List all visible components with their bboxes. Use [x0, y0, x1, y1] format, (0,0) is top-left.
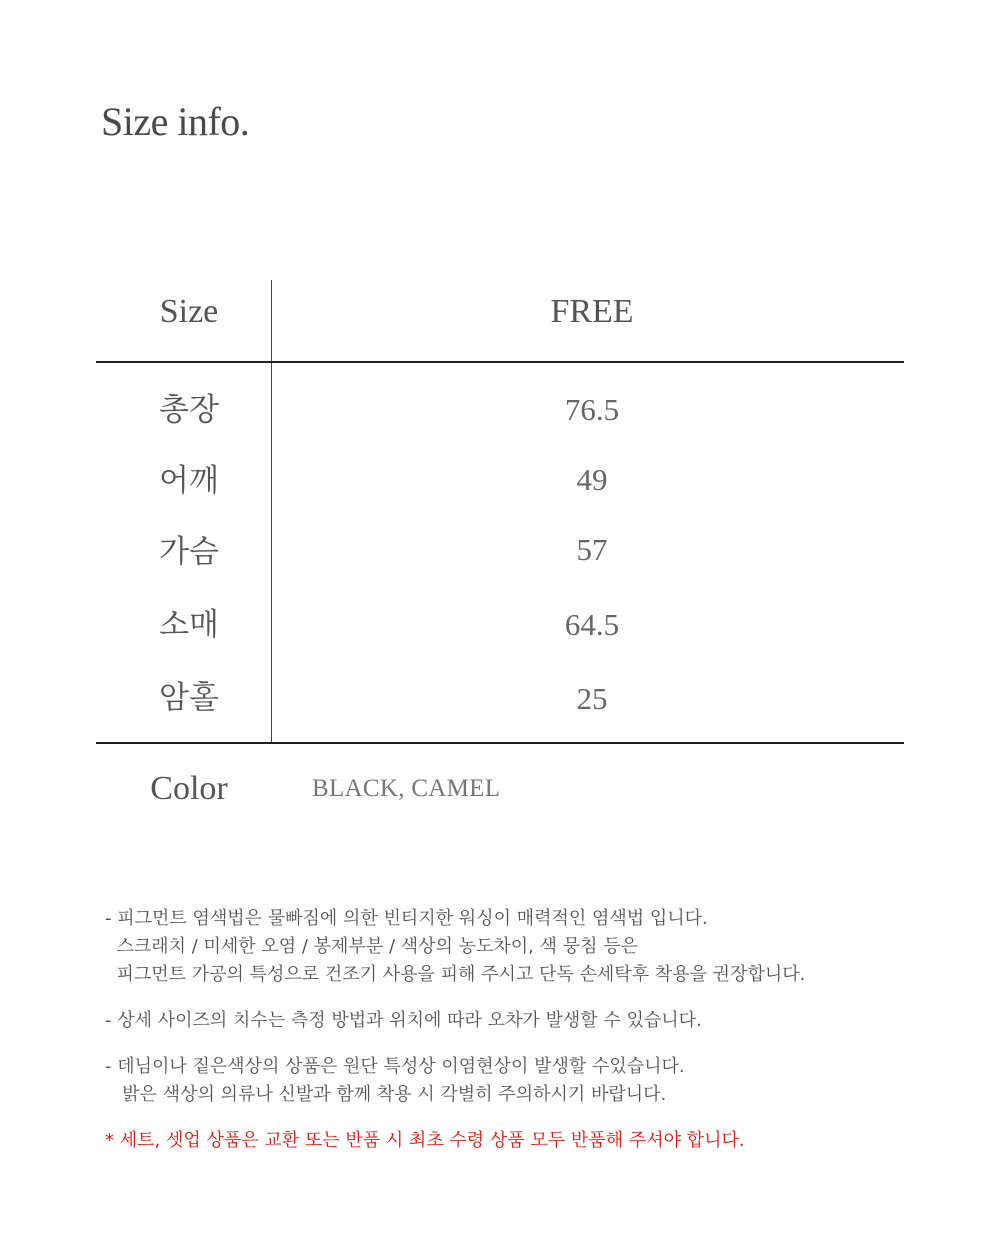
row-label-chest: 가슴	[159, 534, 219, 570]
row-value-chest: 57	[576, 532, 608, 567]
row-label-length: 총장	[159, 392, 219, 428]
row-value-sleeve: 64.5	[564, 607, 620, 642]
row-label-armhole: 암홀	[159, 680, 219, 716]
note-spacer	[105, 1035, 925, 1053]
color-label: Color	[150, 770, 228, 807]
warning-note: * 세트, 셋업 상품은 교환 또는 반품 시 최초 수령 상품 모두 반품해 주셔야 합니다.	[105, 1130, 745, 1151]
note-line: 스크래치 / 미세한 오염 / 봉제부분 / 색상의 농도차이, 색 뭉침 등은	[105, 936, 638, 957]
note-line: - 데님이나 짙은색상의 상품은 원단 특성상 이염현상이 발생할 수있습니다.	[105, 1056, 685, 1077]
note-line: - 피그먼트 염색법은 물빠짐에 의한 빈티지한 워싱이 매력적인 염색법 입니다.	[105, 908, 708, 929]
note-spacer	[105, 989, 925, 1007]
table-top-rule	[96, 361, 904, 363]
row-label-shoulder: 어깨	[159, 463, 219, 499]
row-label-sleeve: 소매	[159, 607, 219, 643]
size-header-label: Size	[159, 293, 219, 330]
table-bottom-rule	[96, 742, 904, 744]
row-value-armhole: 25	[576, 681, 608, 716]
note-line: 밝은 색상의 의류나 신발과 함께 착용 시 각별히 주의하시기 바랍니다.	[105, 1084, 667, 1105]
page-title: Size info.	[101, 99, 250, 144]
row-value-shoulder: 49	[576, 462, 608, 497]
color-value: BLACK, CAMEL	[312, 775, 501, 802]
note-line: 피그먼트 가공의 특성으로 건조기 사용을 피해 주시고 단독 손세탁후 착용을 권장합니다.	[105, 964, 806, 985]
size-header-value: FREE	[550, 293, 634, 330]
row-value-length: 76.5	[564, 392, 620, 427]
notes-section	[105, 905, 925, 1155]
note-line: - 상세 사이즈의 치수는 측정 방법과 위치에 따라 오차가 발생할 수 있습니다.	[105, 1010, 702, 1031]
note-spacer	[105, 1109, 925, 1127]
column-divider	[271, 280, 272, 743]
